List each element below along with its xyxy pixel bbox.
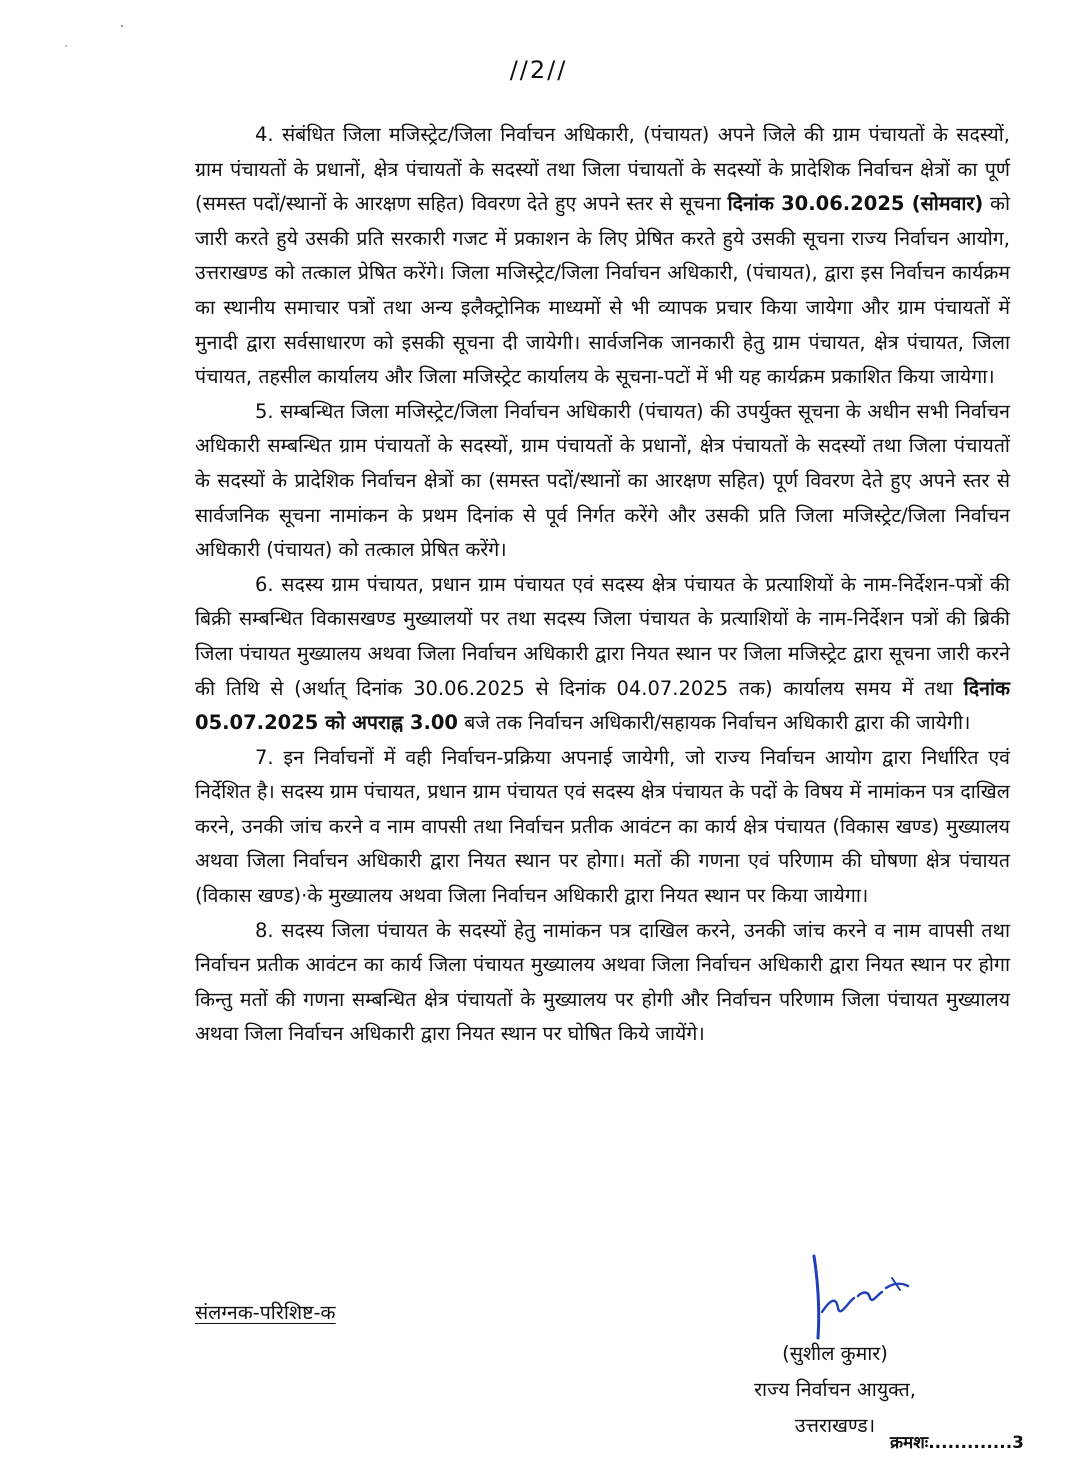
page-number: //2//	[509, 56, 568, 84]
paragraph-text: 6. सदस्य ग्राम पंचायत, प्रधान ग्राम पंचायत एवं सदस्य क्षेत्र पंचायत के प्रत्याशियों के नाम-निर्देशन-पत्रों की बिक्री सम्बन्धित विकासखण्ड मुख्यालयों पर तथा सदस्य जिला पंचायत के प्रत्याशियों के नाम-निर्देशन पत्रों की ब्रिकी जिला पंचायत मुख्यालय अथवा जिला निर्वाचन अधिकारी द्वारा नियत स्थान पर जिला मजिस्ट्रेट द्वारा सूचना जारी करने की तिथि से (अर्थात् दिनांक 30.06.2025 से दिनांक 04.07.2025 तक) कार्यालय समय में तथा	[195, 572, 1010, 700]
bold-deadline-text: दिनांक 05.07.2025 को अपराह्न 3.00	[195, 676, 1010, 735]
paragraph-8	[195, 914, 1010, 1052]
signatory-designation: राज्य निर्वाचन आयुक्त,	[754, 1378, 916, 1401]
paragraph-7	[195, 741, 1010, 914]
paragraph-4	[195, 118, 1010, 395]
continuation-note: क्रमशः.............3	[890, 1433, 1024, 1453]
paragraph-text: 4. संबंधित जिला मजिस्ट्रेट/जिला निर्वाचन अधिकारी, (पंचायत) अपने जिले की ग्राम पंचायतों के सदस्यों, ग्राम पंचायतों के प्रधानों, क्षेत्र पंचायतों के सदस्यों तथा जिला पंचायतों के सदस्यों के प्रादेशिक निर्वाचन क्षेत्रों का पूर्ण (समस्त पदों/स्थानों के आरक्षण सहित) विवरण देते हुए अपने स्तर से सूचना	[195, 123, 1010, 216]
letter-body	[195, 118, 1010, 1052]
enclosure-label: संलग्नक-परिशिष्ट-क	[195, 1301, 336, 1324]
paragraph-6	[195, 568, 1010, 741]
paragraph-text: 8. सदस्य जिला पंचायत के सदस्यों हेतु नामांकन पत्र दाखिल करने, उनकी जांच करने व नाम वापसी तथा निर्वाचन प्रतीक आवंटन का कार्य जिला पंचायत मुख्यालय अथवा जिला निर्वाचन अधिकारी द्वारा नियत स्थान पर होगा किन्तु मतों की गणना सम्बन्धित क्षेत्र पंचायतों के मुख्यालय पर होगी और निर्वाचन परिणाम जिला पंचायत मुख्यालय अथवा जिला निर्वाचन अधिकारी द्वारा नियत स्थान पर घोषित किये जायेंगे।	[195, 918, 1010, 1046]
paragraph-text: को जारी करते हुये उसकी प्रति सरकारी गजट में प्रकाशन के लिए प्रेषित करते हुये उसकी सूचना राज्य निर्वाचन आयोग, उत्तराखण्ड को तत्काल प्रेषित करेंगे। जिला मजिस्ट्रेट/जिला निर्वाचन अधिकारी, (पंचायत), द्वारा इस निर्वाचन कार्यक्रम का स्थानीय समाचार पत्रों तथा अन्य इलैक्ट्रोनिक माध्यमों से भी व्यापक प्रचार किया जायेगा और ग्राम पंचायतों में मुनादी द्वारा सर्वसाधारण को इसकी सूचना दी जायेगी। सार्वजनिक जानकारी हेतु ग्राम पंचायत, क्षेत्र पंचायत, जिला पंचायत, तहसील कार्यालय और जिला मजिस्ट्रेट कार्यालय के सूचना-पटों में भी यह कार्यक्रम प्रकाशित किया जायेगा।	[195, 192, 1010, 389]
signatory-state: उत्तराखण्ड।	[794, 1414, 876, 1437]
paragraph-text: 5. सम्बन्धित जिला मजिस्ट्रेट/जिला निर्वाचन अधिकारी (पंचायत) की उपर्युक्त सूचना के अधीन सभी निर्वाचन अधिकारी सम्बन्धित ग्राम पंचायतों के सदस्यों, ग्राम पंचायतों के प्रधानों, क्षेत्र पंचायतों के सदस्यों तथा जिला पंचायतों के सदस्यों के प्रादेशिक निर्वाचन क्षेत्रों का (समस्त पदों/स्थानों का आरक्षण सहित) पूर्ण विवरण देते हुए अपने स्तर से सार्वजनिक सूचना नामांकन के प्रथम दिनांक से पूर्व निर्गत करेंगे और उसकी प्रति जिला मजिस्ट्रेट/जिला निर्वाचन अधिकारी (पंचायत) को तत्काल प्रेषित करेंगे।	[195, 399, 1010, 562]
margin-specks	[60, 20, 130, 60]
paragraph-text: 7. इन निर्वाचनों में वही निर्वाचन-प्रक्रिया अपनाई जायेगी, जो राज्य निर्वाचन आयोग द्वारा निर्धारित एवं निर्देशित है। सदस्य ग्राम पंचायत, प्रधान ग्राम पंचायत एवं सदस्य क्षेत्र पंचायत के पदों के विषय में नामांकन पत्र दाखिल करने, उनकी जांच करने व नाम वापसी तथा निर्वाचन प्रतीक आवंटन का कार्य क्षेत्र पंचायत (विकास खण्ड) मुख्यालय अथवा जिला निर्वाचन अधिकारी द्वारा नियत स्थान पर होगा। मतों की गणना एवं परिणाम की घोषणा क्षेत्र पंचायत (विकास खण्ड)·के मुख्यालय अथवा जिला निर्वाचन अधिकारी द्वारा नियत स्थान पर किया जायेगा।	[195, 745, 1010, 908]
bold-date-text: दिनांक 30.06.2025 (सोमवार)	[727, 192, 984, 216]
signature-block	[700, 1336, 970, 1444]
handwritten-signature	[808, 1252, 918, 1342]
paragraph-text: बजे तक निर्वाचन अधिकारी/सहायक निर्वाचन अधिकारी द्वारा की जायेगी।	[458, 711, 971, 735]
paragraph-5	[195, 395, 1010, 568]
signatory-name: (सुशील कुमार)	[782, 1342, 888, 1365]
